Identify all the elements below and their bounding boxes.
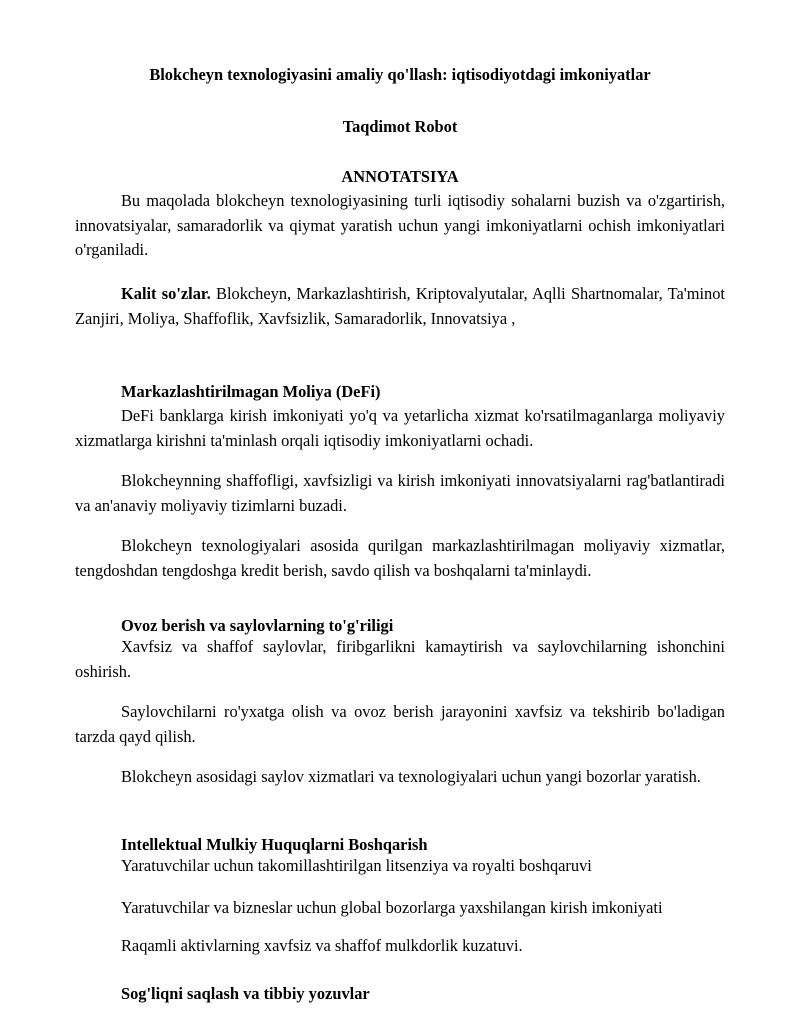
section-paragraph: Raqamli aktivlarning xavfsiz va shaffof mulkdorlik kuzatuvi. (121, 936, 523, 955)
section-paragraph: Blokcheynning shaffofligi, xavfsizligi va kirish imkoniyati innovatsiyalarni rag'batlantiradi va an'anaviy moliyaviy tizimlarni buzadi. (75, 471, 725, 515)
abstract-heading: ANNOTATSIYA (341, 167, 459, 186)
section-heading-ip: Intellektual Mulkiy Huquqlarni Boshqarish (121, 835, 428, 854)
section-heading-healthcare: Sog'liqni saqlash va tibbiy yozuvlar (121, 984, 370, 1003)
section-paragraph: Blokcheyn texnologiyalari asosida qurilgan markazlashtirilmagan moliyaviy xizmatlar, tengdoshdan tengdoshga kredit berish, savdo qilish va boshqalarni ta'minlaydi. (75, 536, 725, 580)
abstract-text: Bu maqolada blokcheyn texnologiyasining turli iqtisodiy sohalarni buzish va o'zgartirish, innovatsiyalar, samaradorlik va qiymat yaratish uchun yangi imkoniyatlarni ochish imkoniyatlari o'rganiladi. (75, 191, 725, 259)
document-author: Taqdimot Robot (342, 117, 458, 136)
section-paragraph: DeFi banklarga kirish imkoniyati yo'q va yetarlicha xizmat ko'rsatilmaganlarga moliyaviy xizmatlarga kirishni ta'minlash orqali iqtisodiy imkoniyatlarni ochadi. (75, 406, 725, 450)
section-paragraph: Xavfsiz va shaffof saylovlar, firibgarlikni kamaytirish va saylovchilarning ishonchini oshirish. (75, 637, 725, 681)
section-paragraph: Saylovchilarni ro'yxatga olish va ovoz berish jarayonini xavfsiz va tekshirib bo'ladigan tarzda qayd qilish. (75, 702, 725, 746)
section-paragraph: Yaratuvchilar va bizneslar uchun global bozorlarga yaxshilangan kirish imkoniyati (121, 898, 663, 917)
section-paragraph: Yaratuvchilar uchun takomillashtirilgan litsenziya va royalti boshqaruvi (121, 856, 592, 875)
section-heading-voting: Ovoz berish va saylovlarning to'g'riligi (121, 616, 394, 635)
document-title: Blokcheyn texnologiyasini amaliy qo'llash: iqtisodiyotdagi imkoniyatlar (149, 65, 651, 84)
abstract-paragraph (75, 189, 725, 263)
keywords-paragraph (75, 282, 725, 331)
keywords-text: Blokcheyn, Markazlashtirish, Kriptovalyutalar, Aqlli Shartnomalar, Ta'minot Zanjiri, Moliya, Shaffoflik, Xavfsizlik, Samaradorlik, Innovatsiya , (75, 284, 725, 328)
section-heading-defi: Markazlashtirilmagan Moliya (DeFi) (121, 382, 381, 401)
keywords-label: Kalit so'zlar. (121, 284, 211, 303)
section-paragraph: Blokcheyn asosidagi saylov xizmatlari va texnologiyalari uchun yangi bozorlar yaratish. (121, 767, 701, 786)
